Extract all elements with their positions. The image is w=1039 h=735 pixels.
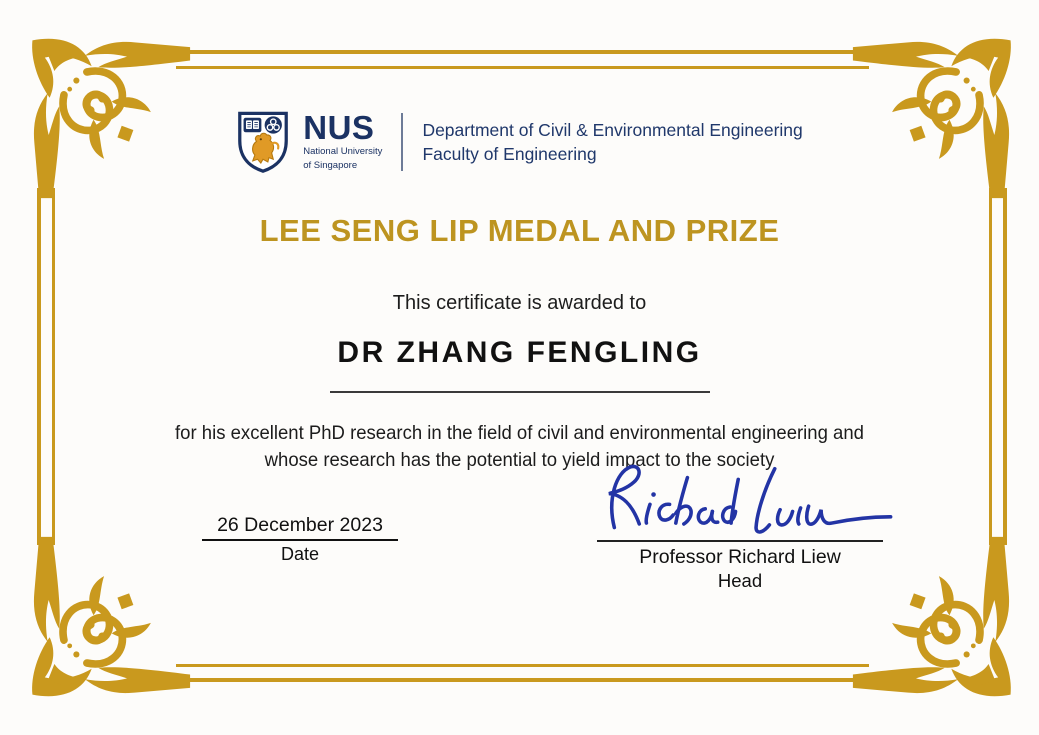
- date-label: Date: [280, 544, 320, 564]
- certificate-title: LEE SENG LIP MEDAL AND PRIZE: [259, 213, 780, 248]
- faculty-name: Faculty of Engineering: [422, 144, 597, 164]
- signature-handwriting-icon: [565, 458, 915, 540]
- recipient-name: DR ZHANG FENGLING: [337, 336, 702, 369]
- citation-line1: for his excellent PhD research in the field of civil and environmental engineering and: [175, 422, 864, 444]
- award-intro: This certificate is awarded to: [392, 292, 647, 314]
- date-value: 26 December 2023: [202, 514, 398, 541]
- nus-logo-text: [303, 109, 383, 171]
- nus-acronym: NUS: [303, 109, 375, 147]
- signature-line: [597, 540, 883, 542]
- recipient-underline-rule: [330, 391, 710, 393]
- department-name: Department of Civil & Environmental Engineering: [422, 119, 803, 140]
- nus-shield-icon: [236, 110, 290, 174]
- date-block: [165, 514, 435, 565]
- signatory-name: Professor Richard Liew: [639, 546, 841, 568]
- nus-institution-line2: of Singapore: [303, 159, 358, 171]
- signature-block: [565, 458, 915, 592]
- header-logo-block: [0, 110, 1039, 174]
- logo-divider: [401, 113, 403, 171]
- signatory-title: Head: [717, 570, 763, 591]
- nus-institution-line1: National University: [303, 145, 383, 157]
- department-block: [422, 118, 802, 167]
- citation-line2: whose research has the potential to yield impact to the society: [264, 449, 775, 472]
